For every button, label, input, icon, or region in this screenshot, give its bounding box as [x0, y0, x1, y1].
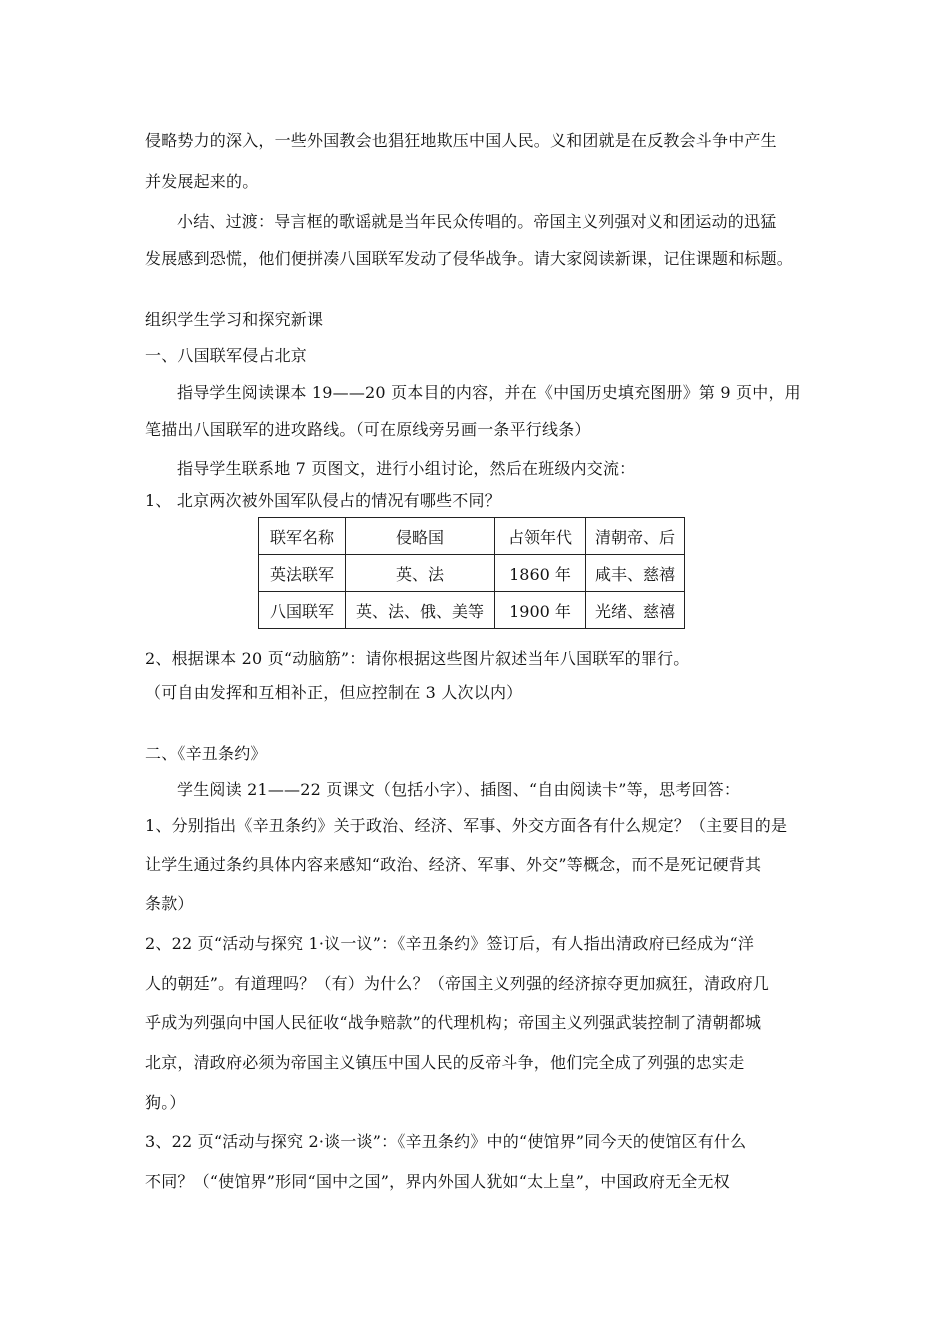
- paragraph-line: 指导学生阅读课本 19——20 页本目的内容，并在《中国历史填充图册》第 9 页中，用: [177, 383, 801, 402]
- paragraph-line: 发展感到恐慌，他们便拼凑八国联军发动了侵华战争。请大家阅读新课，记住课题和标题。: [145, 249, 794, 268]
- table-cell: 英法联军: [259, 555, 346, 592]
- table-header-row: [259, 518, 685, 555]
- table-header-cell: 联军名称: [259, 518, 346, 555]
- table-header-cell: 清朝帝、后: [586, 518, 685, 555]
- table-cell: 1900 年: [495, 592, 586, 629]
- table-row: [259, 592, 685, 629]
- paragraph-line: 条款）: [145, 894, 194, 913]
- paragraph-line: 笔描出八国联军的进攻路线。（可在原线旁另画一条平行线条）: [145, 420, 591, 439]
- question-line: 1、分别指出《辛丑条约》关于政治、经济、军事、外交方面各有什么规定？（主要目的是: [145, 816, 788, 835]
- paragraph-line: 并发展起来的。: [145, 172, 259, 191]
- question-line: 3、22 页“活动与探究 2·谈一谈”：《辛丑条约》中的“使馆界”同今天的使馆区有什么: [145, 1132, 747, 1151]
- table-cell: 英、法、俄、美等: [346, 592, 495, 629]
- paragraph-line: 不同？（“使馆界”形同“国中之国”，界内外国人犹如“太上皇”，中国政府无全无权: [145, 1172, 730, 1191]
- question-line: 1、 北京两次被外国军队侵占的情况有哪些不同？: [145, 491, 501, 510]
- table-cell: 咸丰、慈禧: [586, 555, 685, 592]
- paragraph-line: 狗。）: [145, 1093, 186, 1112]
- paragraph-line: 让学生通过条约具体内容来感知“政治、经济、军事、外交”等概念，而不是死记硬背其: [145, 855, 762, 874]
- table-cell: 1860 年: [495, 555, 586, 592]
- paragraph-line: 人的朝廷”。有道理吗？（有）为什么？（帝国主义列强的经济掠夺更加疯狂，清政府几: [145, 974, 769, 993]
- paragraph-line: 侵略势力的深入，一些外国教会也猖狂地欺压中国人民。义和团就是在反教会斗争中产生: [145, 131, 777, 150]
- section-heading: 一、八国联军侵占北京: [145, 346, 308, 365]
- question-line: 2、22 页“活动与探究 1·议一议”：《辛丑条约》签订后，有人指出清政府已经成为“洋: [145, 934, 755, 953]
- section-heading: 组织学生学习和探究新课: [145, 310, 324, 329]
- paragraph-line: 小结、过渡：导言框的歌谣就是当年民众传唱的。帝国主义列强对义和团运动的迅猛: [177, 212, 777, 231]
- paragraph-line: 乎成为列强向中国人民征收“战争赔款”的代理机构；帝国主义列强武装控制了清朝都城: [145, 1013, 762, 1032]
- table-cell: 英、法: [346, 555, 495, 592]
- table-cell: 八国联军: [259, 592, 346, 629]
- paragraph-line: （可自由发挥和互相补正，但应控制在 3 人次以内）: [145, 683, 523, 702]
- comparison-table: [258, 517, 685, 629]
- section-heading: 二、《辛丑条约》: [145, 744, 267, 763]
- question-line: 2、根据课本 20 页“动脑筋”：请你根据这些图片叙述当年八国联军的罪行。: [145, 649, 690, 668]
- paragraph-line: 指导学生联系地 7 页图文，进行小组讨论，然后在班级内交流：: [177, 459, 636, 478]
- table-row: [259, 555, 685, 592]
- paragraph-line: 学生阅读 21——22 页课文（包括小字）、插图、“自由阅读卡”等，思考回答：: [177, 780, 741, 799]
- table-header-cell: 占领年代: [495, 518, 586, 555]
- table-cell: 光绪、慈禧: [586, 592, 685, 629]
- table-header-cell: 侵略国: [346, 518, 495, 555]
- paragraph-line: 北京，清政府必须为帝国主义镇压中国人民的反帝斗争，他们完全成了列强的忠实走: [145, 1053, 745, 1072]
